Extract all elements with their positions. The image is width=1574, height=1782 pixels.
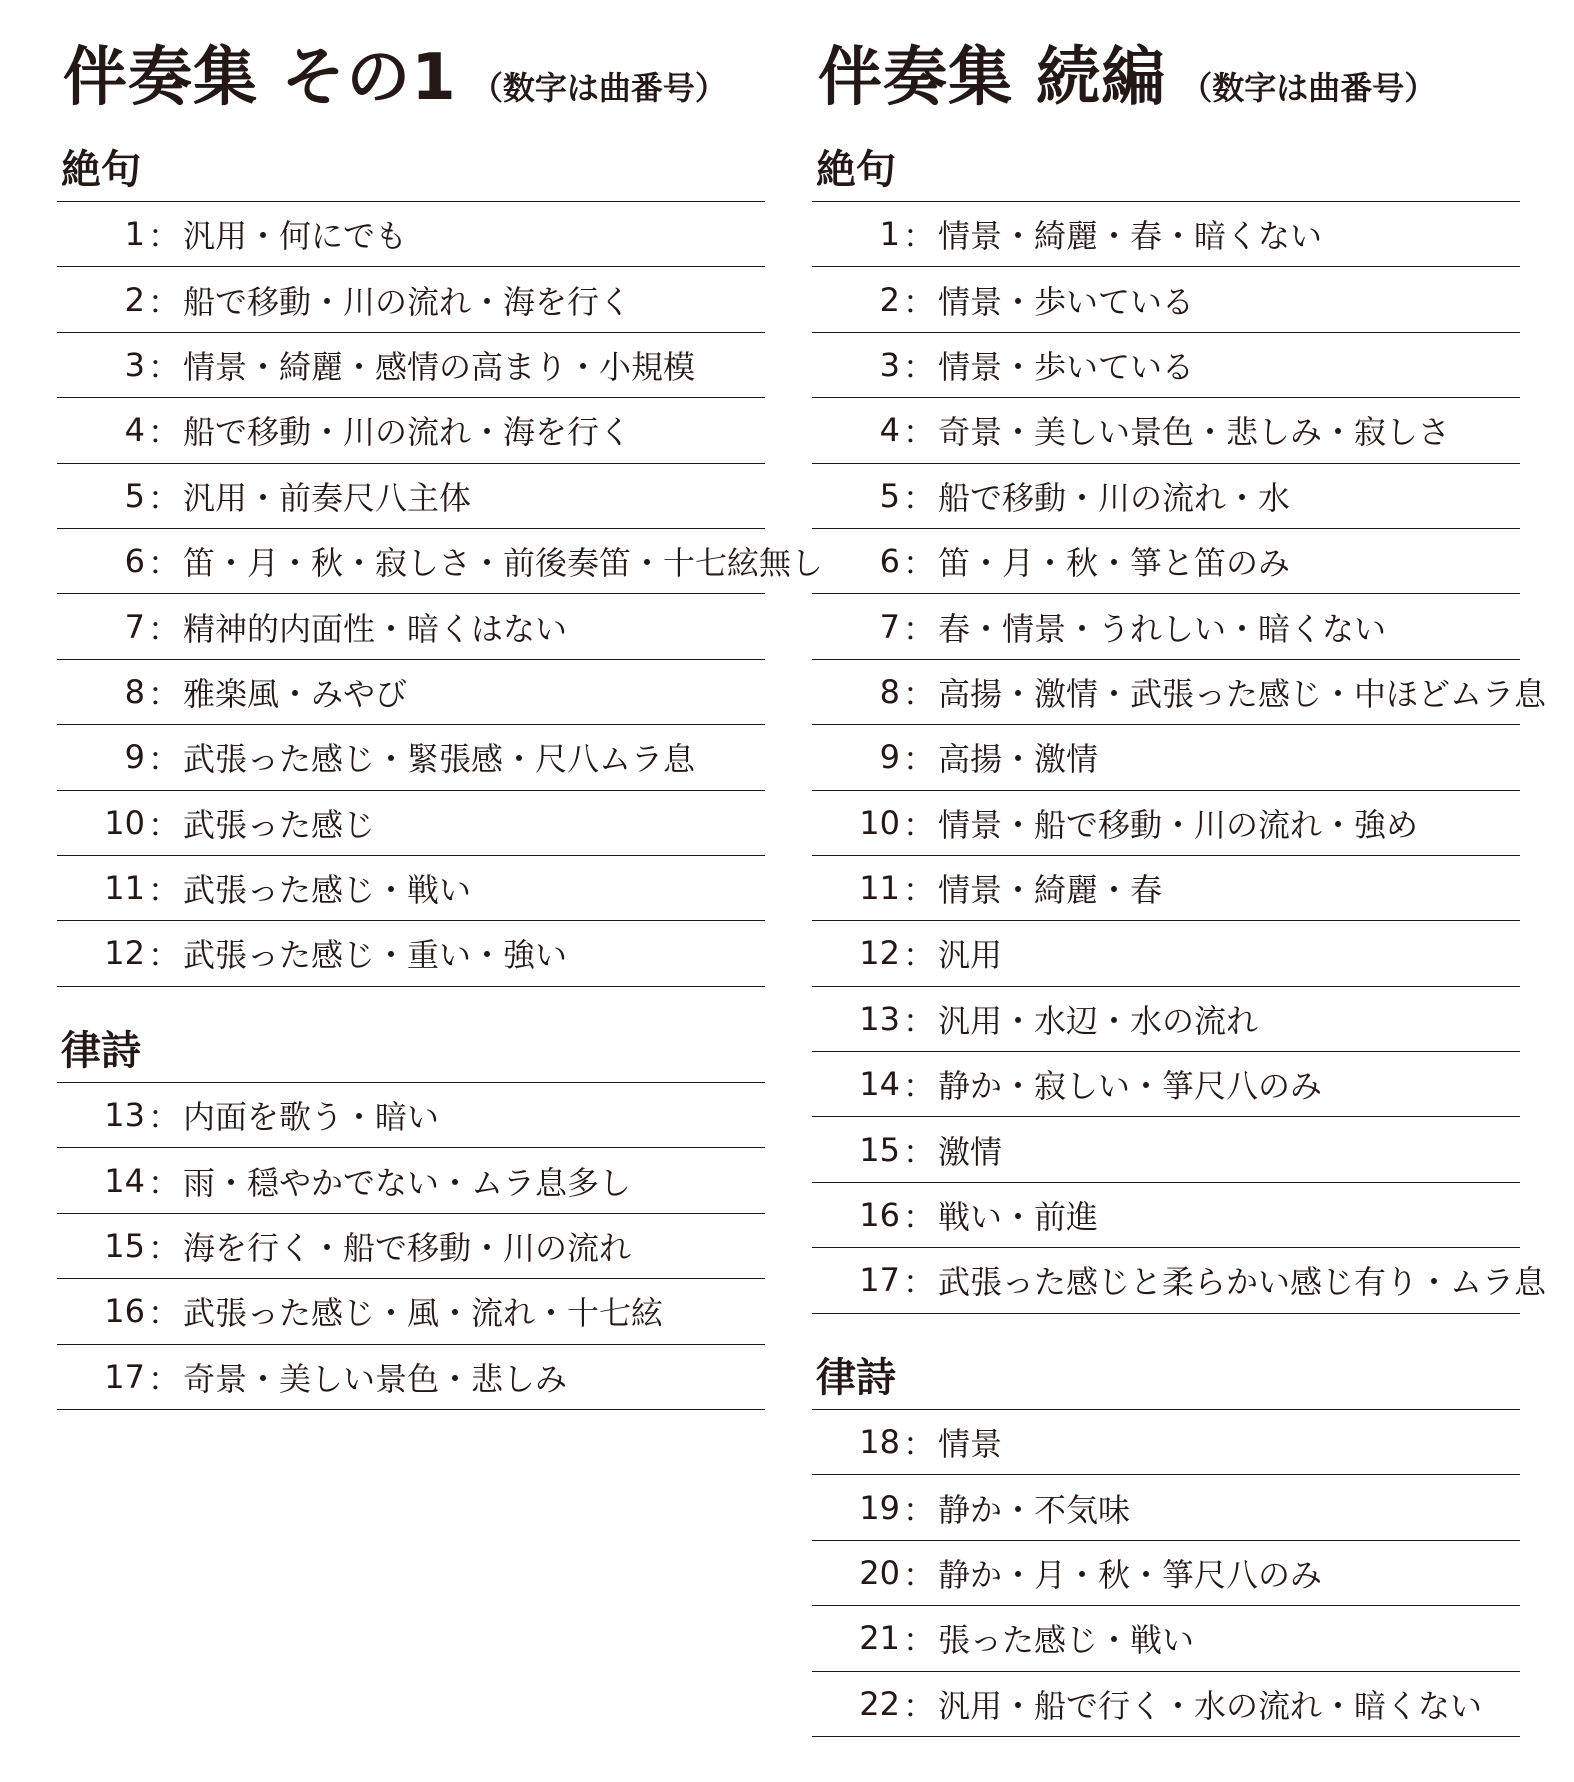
list-item	[812, 987, 1520, 1052]
track-number: 6	[879, 542, 900, 581]
track-description: 情景・綺麗・春	[938, 871, 1163, 910]
track-number: 15	[104, 1226, 145, 1265]
track-number: 21	[859, 1619, 900, 1658]
track-description: 汎用・前奏尺八主体	[183, 478, 472, 517]
list-item	[57, 398, 765, 463]
separator: ：	[903, 478, 936, 517]
separator: ：	[148, 1098, 181, 1137]
track-number: 10	[859, 803, 900, 842]
list-item	[812, 725, 1520, 790]
separator: ：	[903, 805, 936, 844]
separator: ：	[903, 674, 936, 713]
section-zekku	[57, 138, 824, 987]
track-description: 武張った感じ	[183, 805, 376, 844]
list-item	[812, 1475, 1520, 1540]
separator: ：	[903, 609, 936, 648]
separator: ：	[148, 478, 181, 517]
track-description: 静か・寂しい・箏尺八のみ	[938, 1067, 1323, 1106]
list-item	[812, 856, 1520, 921]
track-description: 奇景・美しい景色・悲しみ・寂しさ	[938, 413, 1451, 452]
separator: ：	[148, 740, 181, 779]
list-item	[812, 791, 1520, 856]
list-item	[812, 921, 1520, 986]
track-number: 19	[859, 1488, 900, 1527]
separator: ：	[148, 413, 181, 452]
track-description: 情景	[938, 1425, 1003, 1464]
separator: ：	[148, 805, 181, 844]
separator: ：	[148, 1359, 181, 1398]
list-item	[57, 202, 765, 267]
list-item	[57, 333, 765, 398]
track-number: 1	[124, 215, 145, 254]
track-description: 高揚・激情	[938, 740, 1099, 779]
track-description: 雨・穏やかでない・ムラ息多し	[183, 1163, 632, 1202]
track-description: 静か・不気味	[938, 1490, 1131, 1529]
list-item	[57, 1279, 765, 1344]
separator: ：	[903, 1621, 936, 1660]
track-description: 雅楽風・みやび	[183, 674, 408, 713]
track-description: 武張った感じと柔らかい感じ有り・ムラ息	[938, 1263, 1547, 1302]
separator: ：	[903, 1425, 936, 1464]
list-item	[812, 398, 1520, 463]
track-number: 2	[879, 280, 900, 319]
track-description: 汎用・水辺・水の流れ	[938, 1001, 1259, 1040]
track-number: 16	[104, 1292, 145, 1331]
list-item	[57, 791, 765, 856]
separator: ：	[903, 217, 936, 256]
separator: ：	[903, 1686, 936, 1725]
track-description: 静か・月・秋・箏尺八のみ	[938, 1555, 1323, 1594]
section-heading: 絶句	[57, 138, 765, 202]
track-number: 5	[124, 476, 145, 515]
track-number: 14	[859, 1065, 900, 1104]
separator: ：	[148, 1294, 181, 1333]
separator: ：	[903, 1132, 936, 1171]
track-number: 11	[104, 869, 145, 908]
track-description: 情景・綺麗・春・暗くない	[938, 217, 1323, 256]
track-description: 海を行く・船で移動・川の流れ	[183, 1228, 632, 1267]
track-number: 12	[104, 934, 145, 973]
track-number: 4	[124, 411, 145, 450]
track-number: 9	[124, 738, 145, 777]
section-heading: 律詩	[57, 1019, 765, 1083]
track-description: 武張った感じ・緊張感・尺八ムラ息	[183, 740, 696, 779]
list-item	[812, 1672, 1520, 1737]
section-heading: 絶句	[812, 138, 1520, 202]
track-description: 精神的内面性・暗くはない	[183, 609, 568, 648]
track-number: 16	[859, 1196, 900, 1235]
track-number: 12	[859, 934, 900, 973]
separator: ：	[148, 1228, 181, 1267]
track-description: 武張った感じ・風・流れ・十七絃	[183, 1294, 664, 1333]
track-number: 2	[124, 280, 145, 319]
track-description: 汎用・何にでも	[183, 217, 408, 256]
list-item	[812, 202, 1520, 267]
list-item	[57, 1214, 765, 1279]
separator: ：	[148, 347, 181, 386]
separator: ：	[148, 217, 181, 256]
list-item	[57, 725, 765, 790]
separator: ：	[148, 282, 181, 321]
track-description: 情景・綺麗・感情の高まり・小規模	[183, 347, 696, 386]
separator: ：	[903, 1490, 936, 1529]
separator: ：	[148, 609, 181, 648]
list-item	[812, 1410, 1520, 1475]
separator: ：	[148, 674, 181, 713]
track-description: 船で移動・川の流れ・海を行く	[183, 282, 632, 321]
list-item	[57, 594, 765, 659]
separator: ：	[903, 347, 936, 386]
track-number: 8	[124, 672, 145, 711]
separator: ：	[903, 1001, 936, 1040]
track-description: 笛・月・秋・寂しさ・前後奏笛・十七絃無し	[183, 544, 824, 583]
track-description: 戦い・前進	[938, 1198, 1099, 1237]
track-description: 武張った感じ・重い・強い	[183, 936, 568, 975]
section-zekku	[812, 138, 1547, 1314]
track-description: 情景・歩いている	[938, 282, 1195, 321]
list-item	[812, 594, 1520, 659]
track-number: 9	[879, 738, 900, 777]
separator: ：	[903, 413, 936, 452]
list-item	[812, 1606, 1520, 1671]
track-number: 13	[859, 999, 900, 1038]
column-title	[818, 38, 1436, 118]
separator: ：	[148, 871, 181, 910]
list-item	[57, 921, 765, 986]
separator: ：	[903, 1067, 936, 1106]
track-number: 17	[859, 1261, 900, 1300]
track-description: 情景・歩いている	[938, 347, 1195, 386]
track-description: 船で移動・川の流れ・水	[938, 478, 1291, 517]
list-item	[812, 1541, 1520, 1606]
section-heading: 律詩	[812, 1346, 1520, 1410]
separator: ：	[903, 1263, 936, 1302]
column-title	[63, 38, 727, 118]
separator: ：	[903, 936, 936, 975]
track-number: 3	[124, 345, 145, 384]
track-number: 7	[879, 607, 900, 646]
list-item	[812, 464, 1520, 529]
list-item	[57, 1345, 765, 1410]
list-item	[812, 1183, 1520, 1248]
list-item	[57, 267, 765, 332]
separator: ：	[903, 544, 936, 583]
track-number: 6	[124, 542, 145, 581]
track-description: 高揚・激情・武張った感じ・中ほどムラ息	[938, 674, 1547, 713]
track-number: 5	[879, 476, 900, 515]
list-item	[812, 660, 1547, 725]
separator: ：	[148, 1163, 181, 1202]
track-number: 7	[124, 607, 145, 646]
separator: ：	[148, 936, 181, 975]
list-item	[812, 1052, 1520, 1117]
list-item	[812, 529, 1520, 594]
title-main: 伴奏集 その1	[63, 41, 457, 115]
track-number: 20	[859, 1553, 900, 1592]
track-description: 張った感じ・戦い	[938, 1621, 1195, 1660]
list-item	[812, 333, 1520, 398]
track-number: 11	[859, 869, 900, 908]
track-number: 3	[879, 345, 900, 384]
track-description: 汎用・船で行く・水の流れ・暗くない	[938, 1686, 1483, 1725]
track-number: 1	[879, 215, 900, 254]
separator: ：	[903, 1555, 936, 1594]
list-item	[812, 267, 1520, 332]
track-description: 武張った感じ・戦い	[183, 871, 472, 910]
track-description: 船で移動・川の流れ・海を行く	[183, 413, 632, 452]
track-number: 15	[859, 1130, 900, 1169]
separator: ：	[903, 871, 936, 910]
title-main: 伴奏集 続編	[818, 41, 1167, 115]
track-number: 18	[859, 1423, 900, 1462]
title-note: （数字は曲番号）	[1180, 69, 1437, 107]
track-number: 13	[104, 1096, 145, 1135]
track-number: 22	[859, 1684, 900, 1723]
track-description: 奇景・美しい景色・悲しみ	[183, 1359, 568, 1398]
track-number: 10	[104, 803, 145, 842]
track-description: 春・情景・うれしい・暗くない	[938, 609, 1387, 648]
list-item	[57, 1148, 765, 1213]
list-item	[812, 1248, 1547, 1313]
track-description: 笛・月・秋・箏と笛のみ	[938, 544, 1291, 583]
separator: ：	[903, 282, 936, 321]
track-description: 情景・船で移動・川の流れ・強め	[938, 805, 1419, 844]
separator: ：	[148, 544, 181, 583]
list-item	[812, 1117, 1520, 1182]
list-item	[57, 660, 765, 725]
track-description: 汎用	[938, 936, 1003, 975]
separator: ：	[903, 740, 936, 779]
section-risshi	[57, 1019, 765, 1410]
track-number: 4	[879, 411, 900, 450]
track-number: 14	[104, 1161, 145, 1200]
list-item	[57, 464, 765, 529]
track-description: 激情	[938, 1132, 1003, 1171]
title-note: （数字は曲番号）	[470, 69, 727, 107]
track-number: 8	[879, 672, 900, 711]
section-risshi	[812, 1346, 1520, 1737]
track-description: 内面を歌う・暗い	[183, 1098, 440, 1137]
list-item	[57, 856, 765, 921]
separator: ：	[903, 1198, 936, 1237]
list-item	[57, 1083, 765, 1148]
list-item	[57, 529, 824, 594]
track-number: 17	[104, 1357, 145, 1396]
